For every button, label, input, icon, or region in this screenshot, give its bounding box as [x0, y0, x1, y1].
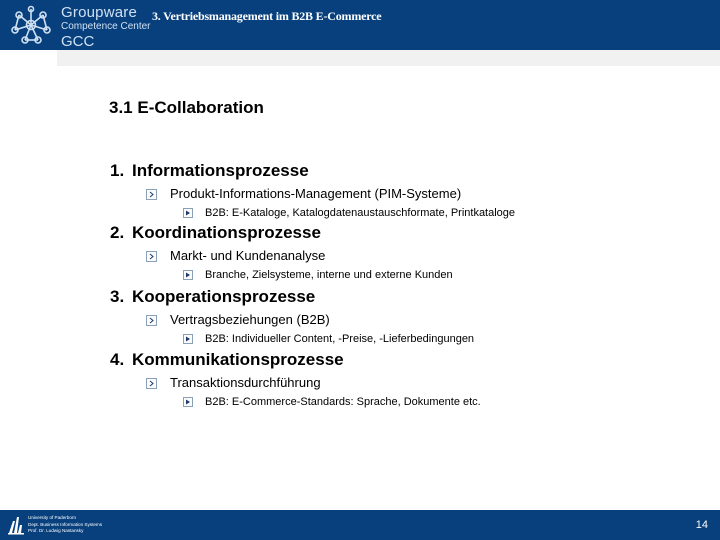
- sub-bullet: [110, 310, 710, 330]
- slide-header-title: 3. Vertriebsmanagement im B2B E-Commerce: [152, 9, 382, 23]
- detail-bullet: [110, 266, 710, 284]
- item-heading-text: Kooperationsprozesse: [132, 287, 316, 306]
- logo-line-groupware: Groupware: [61, 4, 138, 21]
- groupware-logo-icon: [5, 4, 57, 46]
- bullet-box-icon: [146, 189, 157, 200]
- detail-bullet-text: B2B: E-Kataloge, Katalogdatenaustauschformate, Printkataloge: [205, 207, 516, 219]
- bullet-box-icon: [146, 251, 157, 262]
- header-divider-left: [0, 50, 57, 66]
- detail-bullet-text: B2B: Individueller Content, -Preise, -Lieferbedingungen: [205, 333, 475, 345]
- header-divider-bar: [57, 50, 720, 66]
- detail-bullet-text: Branche, Zielsysteme, interne und externe Kunden: [205, 269, 453, 281]
- item-heading-text: Kommunikationsprozesse: [132, 350, 344, 369]
- sub-bullet: [110, 246, 710, 266]
- bullet-box-icon: [146, 315, 157, 326]
- footer-line-professor: Prof. Dr. Ludwig Nastansky: [28, 528, 84, 534]
- detail-bullet: [110, 393, 710, 411]
- item-number: 4.: [110, 350, 125, 369]
- sub-bullet-text: Vertragsbeziehungen (B2B): [170, 312, 330, 327]
- sub-bullet: [110, 184, 710, 204]
- logo-line-gcc: GCC: [61, 33, 95, 50]
- bullet-arrow-icon: [183, 397, 193, 407]
- item-heading-text: Informationsprozesse: [132, 161, 309, 180]
- list-item: [110, 222, 710, 284]
- logo-text: [61, 5, 151, 50]
- list-item: [110, 349, 710, 411]
- bullet-arrow-icon: [183, 270, 193, 280]
- item-heading: [110, 160, 710, 182]
- footer-affiliation: [28, 515, 102, 535]
- bullet-arrow-icon: [183, 208, 193, 218]
- item-number: 3.: [110, 287, 125, 306]
- item-heading: [110, 286, 710, 308]
- list-item: [110, 286, 710, 348]
- sub-bullet: [110, 373, 710, 393]
- detail-bullet: [110, 330, 710, 348]
- item-heading: [110, 349, 710, 371]
- item-number: 1.: [110, 161, 125, 180]
- item-heading: [110, 222, 710, 244]
- detail-bullet-text: B2B: E-Commerce-Standards: Sprache, Dokumente etc.: [205, 396, 481, 408]
- section-title: 3.1 E-Collaboration: [109, 98, 264, 117]
- university-logo-icon: [7, 515, 25, 535]
- bullet-box-icon: [146, 378, 157, 389]
- header-band: [0, 0, 720, 50]
- item-heading-text: Koordinationsprozesse: [132, 223, 321, 242]
- footer-line-department: Dept. Business Information Systems: [28, 521, 103, 527]
- sub-bullet-text: Transaktionsdurchführung: [170, 375, 321, 390]
- page-number: 14: [695, 519, 708, 531]
- logo-line-competence-center: Competence Center: [61, 21, 151, 32]
- item-number: 2.: [110, 223, 125, 242]
- sub-bullet-text: Markt- und Kundenanalyse: [170, 248, 326, 263]
- list-item: [110, 160, 710, 222]
- sub-bullet-text: Produkt-Informations-Management (PIM-Systeme): [170, 186, 462, 201]
- detail-bullet: [110, 204, 710, 222]
- bullet-arrow-icon: [183, 334, 193, 344]
- footer-band: [0, 510, 720, 540]
- footer-line-university: University of Paderborn: [28, 515, 77, 520]
